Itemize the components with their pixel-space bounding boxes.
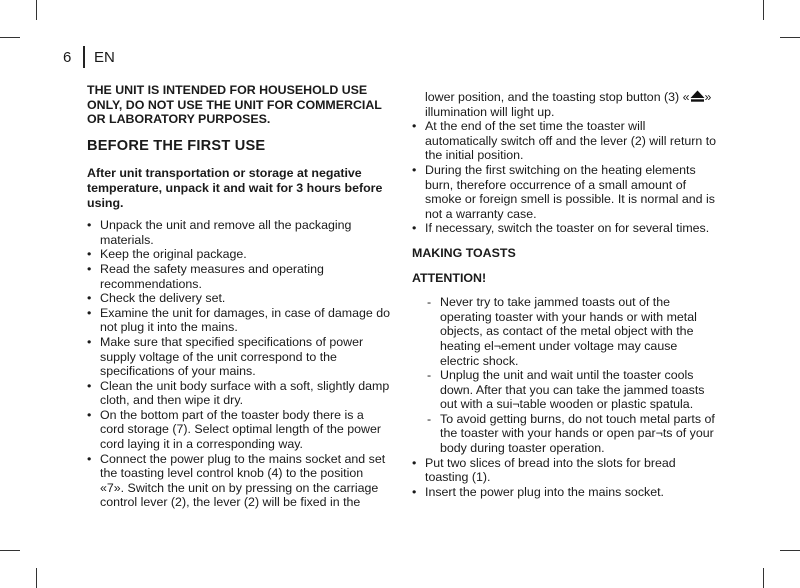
list-item: • During the first switching on the heating elements burn, therefore occurrence of a small amount of smoke or foreign smell is possible. It is normal and is not a warranty case. (412, 163, 717, 221)
list-item: • Read the safety measures and operating recommendations. (87, 262, 390, 291)
crop-mark (0, 37, 20, 38)
continuation-text: lower position, and the toasting stop button (3) « (425, 90, 690, 104)
list-item: • Examine the unit for damages, in case of damage do not plug it into the mains. (87, 306, 390, 335)
crop-mark (780, 37, 800, 38)
list-item: • Check the delivery set. (87, 291, 390, 306)
right-column (412, 90, 717, 499)
list-item: • Keep the original package. (87, 247, 390, 262)
crop-mark (36, 0, 37, 20)
list-item: • Put two slices of bread into the slots for bread toasting (1). (412, 456, 717, 485)
language-code: EN (94, 49, 115, 66)
list-item: • Make sure that specified specifications of power supply voltage of the unit correspond to the specifications of your mains. (87, 335, 390, 379)
page-divider (83, 46, 85, 68)
section-title-before-first-use: BEFORE THE FIRST USE (87, 137, 266, 154)
list-item: • At the end of the set time the toaster will automatically switch off and the lever (2) will return to the initial position. (412, 119, 717, 163)
list-item: - Never try to take jammed toasts out of the operating toaster with your hands or with metal objects, as contact of the metal object with the heating el¬ement under voltage may cause electric shock. (427, 295, 717, 368)
crop-mark (0, 550, 20, 551)
list-item: • On the bottom part of the toaster body there is a cord storage (7). Select optimal length of the power cord laying it in a corresponding way. (87, 408, 390, 452)
preparation-list (87, 218, 390, 510)
attention-label: ATTENTION! (412, 270, 487, 285)
crop-mark (36, 568, 37, 588)
operation-list (412, 119, 717, 236)
household-use-warning: THE UNIT IS INTENDED FOR HOUSEHOLD USE ONLY, DO NOT USE THE UNIT FOR COMMERCIAL OR LABORATORY PURPOSES. (87, 83, 382, 127)
list-item: • Connect the power plug to the mains socket and set the toasting level control knob (4) to the position «7». Switch the unit on by pressing on the carriage control lever (2), the lever (2) will be fixed in the (87, 452, 390, 510)
continued-paragraph (412, 90, 717, 119)
toasting-steps-list (412, 456, 717, 500)
continuation-end: » illumination will light up. (425, 90, 712, 119)
list-item: • Insert the power plug into the mains socket. (412, 485, 717, 500)
list-item: • Clean the unit body surface with a soft, slightly damp cloth, and then wipe it dry. (87, 379, 390, 408)
crop-mark (780, 550, 800, 551)
transport-note: After unit transportation or storage at negative temperature, unpack it and wait for 3 hours before using. (87, 166, 383, 210)
list-item: • Unpack the unit and remove all the packaging materials. (87, 218, 390, 247)
eject-icon (690, 90, 705, 102)
attention-list (427, 295, 717, 456)
page-number: 6 (63, 49, 72, 66)
section-title-making-toasts: MAKING TOASTS (412, 245, 516, 260)
list-item: - Unplug the unit and wait until the toaster cools down. After that you can take the jammed toasts out with a sui¬table wooden or plastic spatula. (427, 368, 717, 412)
left-column (87, 83, 390, 510)
crop-mark (763, 568, 764, 588)
list-item: • If necessary, switch the toaster on for several times. (412, 221, 717, 236)
crop-mark (763, 0, 764, 20)
list-item: - To avoid getting burns, do not touch metal parts of the toaster with your hands or open par¬ts of your body during toaster operation. (427, 412, 717, 456)
